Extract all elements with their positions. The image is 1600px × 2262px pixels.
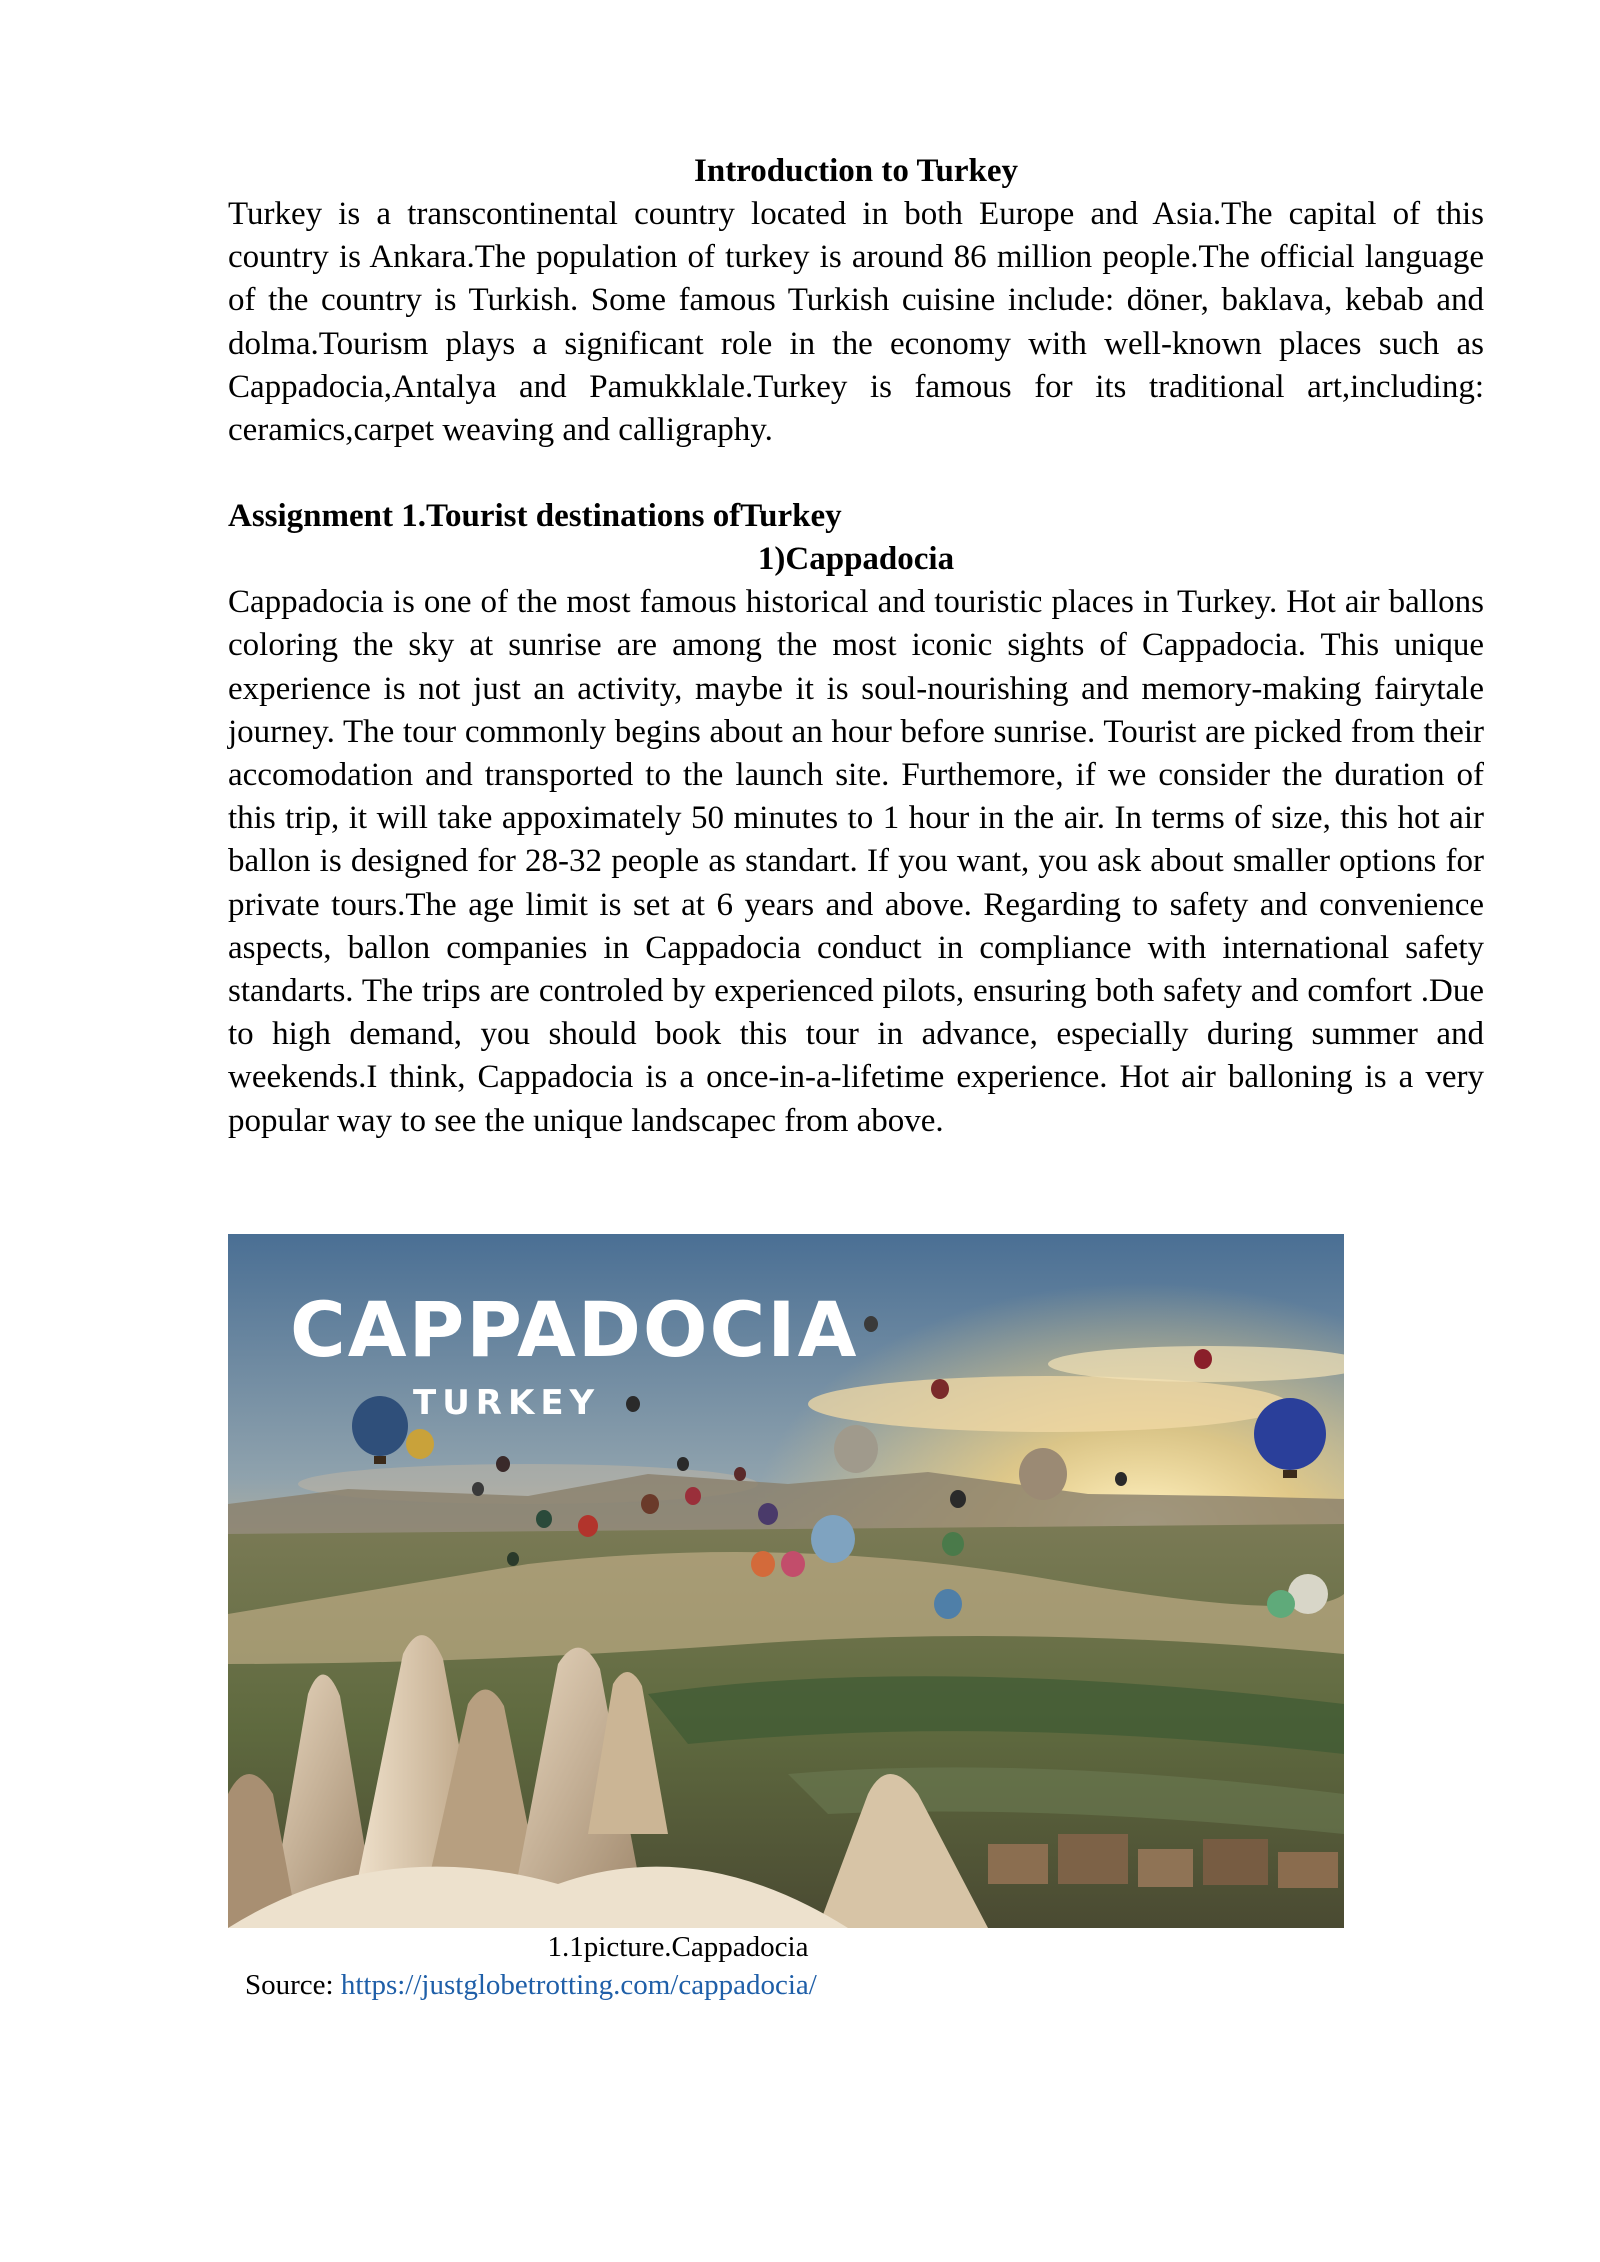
source-link[interactable]: https://justglobetrotting.com/cappadocia/ xyxy=(340,1969,817,2001)
paragraph-spacer xyxy=(228,452,1484,495)
document-page xyxy=(228,150,1484,1143)
intro-paragraph: Turkey is a transcontinental country located in both Europe and Asia.The capital of this country is Ankara.The population of turkey is around 86 million people.The official language of the country is Turkish. Some famous Turkish cuisine include: döner, baklava, kebab and dolma.Tourism plays a significant role in the economy with well-known places such as Cappadocia,Antalya and Pamukklale.Turkey is famous for its traditional art,including: ceramics,carpet weaving and calligraphy. xyxy=(228,196,1484,449)
figure-source xyxy=(245,1967,817,2003)
section-heading: 1)Cappadocia xyxy=(757,541,955,578)
overlay-title: CAPPADOCIA xyxy=(290,1285,859,1374)
cappadocia-photo xyxy=(228,1234,1344,1928)
figure-caption: 1.1picture.Cappadocia xyxy=(547,1931,809,1963)
assignment-heading: Assignment 1.Tourist destinations ofTurkey xyxy=(228,498,842,535)
document-title: Introduction to Turkey xyxy=(694,153,1018,189)
overlay-subtitle: TURKEY xyxy=(413,1383,601,1423)
cappadocia-paragraph: Cappadocia is one of the most famous historical and touristic places in Turkey. Hot air ballons coloring the sky at sunrise are among the most iconic sights of Cappadocia. This unique experience is not just an activity, maybe it is soul-nourishing and memory-making fairytale journey. The tour commonly begins about an hour before sunrise. Tourist are picked from their accomodation and transported to the launch site. Furthemore, if we consider the duration of this trip, it will take appoximately 50 minutes to 1 hour in the air. In terms of size, this hot air ballon is designed for 28-32 people as standart. If you want, you ask about smaller options for private tours.The age limit is set at 6 years and above. Regarding to safety and convenience aspects, ballon companies in Cappadocia conduct in compliance with international safety standarts. The trips are controled by experienced pilots, ensuring both safety and comfort .Due to high demand, you should book this tour in advance, especially during summer and weekends.I think, Cappadocia is a once-in-a-lifetime experience. Hot air balloning is a very popular way to see the unique landscapec from above. xyxy=(228,584,1484,1139)
source-label: Source: xyxy=(245,1969,341,2001)
